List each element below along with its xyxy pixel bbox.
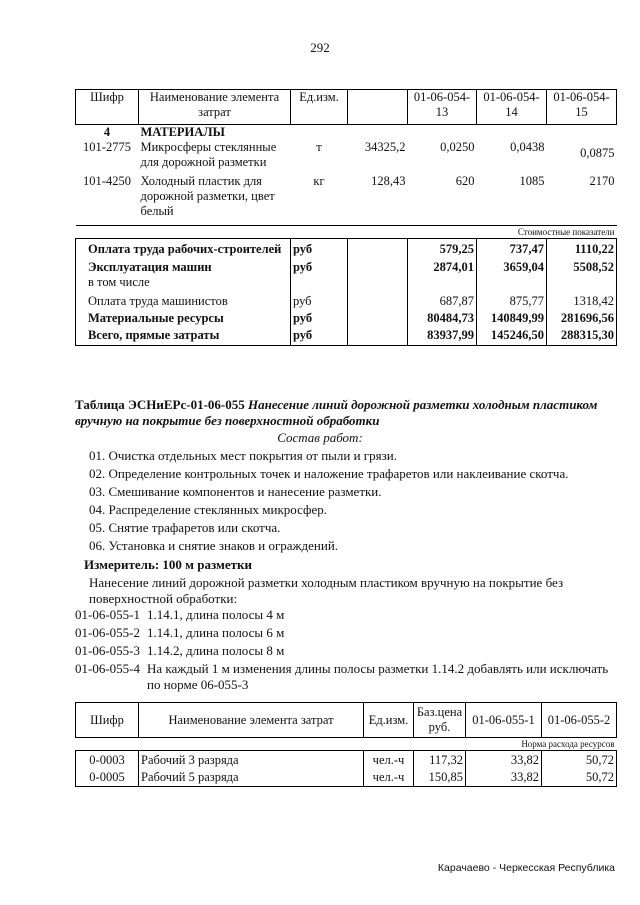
cost-v15: 1110,22 xyxy=(547,239,617,258)
table-row xyxy=(76,326,617,346)
cell-code: 0-0003 xyxy=(76,751,139,769)
cost-v13: 80484,73 xyxy=(408,309,477,326)
cell-price: 128,43 xyxy=(371,174,406,188)
cell-v14: 0,0438 xyxy=(510,140,545,154)
norm-description: 1.14.1, длина полосы 6 м xyxy=(147,625,285,640)
meter-description: Нанесение линий дорожной разметки холодным пластиком вручную на покрытие без поверхностной обработки: xyxy=(89,575,564,606)
cost-name: Всего, прямые затраты xyxy=(76,326,291,346)
table-heading-text: Нанесение линий дорожной разметки холодным пластиком вручную на покрытие без поверхностной обработки xyxy=(75,397,598,428)
table-row xyxy=(76,294,617,309)
norm-code: 01-06-055-1 xyxy=(75,607,140,622)
table-row xyxy=(76,257,617,275)
header-name: Наименование элемента затрат xyxy=(139,90,291,125)
header-unit: Ед.изм. xyxy=(364,703,414,738)
header-col-14: 01-06-054-14 xyxy=(477,90,547,125)
cell-code: 101-2775 xyxy=(83,140,131,154)
cell-unit: кг xyxy=(313,174,325,188)
cell-v15: 2170 xyxy=(589,174,615,188)
norm-description: 1.14.2, длина полосы 8 м xyxy=(147,643,285,658)
cell-code: 0-0005 xyxy=(76,768,139,787)
resources-table-055 xyxy=(75,702,617,787)
norm-code: 01-06-055-2 xyxy=(75,625,140,640)
cell-code: 101-4250 xyxy=(83,174,131,188)
cell-price: 117,32 xyxy=(414,751,466,769)
header-col-13: 01-06-054-13 xyxy=(408,90,477,125)
page-number: 292 xyxy=(310,40,330,55)
cell-unit: чел.-ч xyxy=(364,751,414,769)
cell-price: 34325,2 xyxy=(364,140,406,154)
cost-v14: 875,77 xyxy=(477,294,547,309)
cell-name: Холодный пластик для дорожной разметки, цвет белый xyxy=(140,174,275,218)
cost-v14: 145246,50 xyxy=(477,326,547,346)
cost-name: Материальные ресурсы xyxy=(76,309,291,326)
cell-v15: 0,0875 xyxy=(580,146,615,160)
operation-item: 06. Установка и снятие знаков и ограждений. xyxy=(89,538,339,553)
table-row xyxy=(76,140,617,170)
table-row xyxy=(76,170,617,226)
cell-name: Микросферы стеклянные для дорожной разметки xyxy=(140,140,277,169)
header-col-1: 01-06-055-1 xyxy=(466,703,542,738)
norm-code: 01-06-055-3 xyxy=(75,643,140,658)
cell-unit: т xyxy=(316,140,322,154)
costs-header: Стоимостные показатели xyxy=(76,226,617,239)
cost-v14: 140849,99 xyxy=(477,309,547,326)
footer-region: Карачаево - Черкесская Республика xyxy=(437,862,615,874)
table-row xyxy=(76,309,617,326)
table-row xyxy=(76,768,617,787)
operation-item: 04. Распределение стеклянных микросфер. xyxy=(89,502,327,517)
cost-v13: 83937,99 xyxy=(408,326,477,346)
cost-v13: 2874,01 xyxy=(408,257,477,275)
operation-item: 03. Смешивание компонентов и нанесение разметки. xyxy=(89,484,382,499)
header-code: Шифр xyxy=(76,703,139,738)
operation-item: 01. Очистка отдельных мест покрытия от пыли и грязи. xyxy=(89,448,397,463)
section-title: МАТЕРИАЛЫ xyxy=(140,125,225,139)
cell-v2: 50,72 xyxy=(542,768,617,787)
cost-unit: руб xyxy=(291,309,348,326)
cell-name: Рабочий 5 разряда xyxy=(139,768,364,787)
norm-code: 01-06-055-4 xyxy=(75,661,140,676)
section-code: 4 xyxy=(103,125,111,139)
cost-v13: 579,25 xyxy=(408,239,477,258)
header-price xyxy=(348,90,408,125)
header-code: Шифр xyxy=(76,90,139,125)
operation-item: 02. Определение контрольных точек и наложение трафаретов или наклеивание скотча. xyxy=(89,466,569,481)
resources-table-054 xyxy=(75,89,617,346)
cost-v14: 737,47 xyxy=(477,239,547,258)
meter: Измеритель: 100 м разметки xyxy=(84,557,253,572)
cost-v15: 5508,52 xyxy=(547,257,617,275)
cost-name: в том числе xyxy=(76,275,291,294)
operation-item: 05. Снятие трафаретов или скотча. xyxy=(89,520,281,535)
cost-name: Эксплуатация машин xyxy=(76,257,291,275)
table-heading xyxy=(75,397,620,429)
header-name: Наименование элемента затрат xyxy=(139,703,364,738)
cell-v13: 620 xyxy=(455,174,475,188)
cost-unit: руб xyxy=(291,257,348,275)
cell-v14: 1085 xyxy=(519,174,545,188)
cell-name: Рабочий 3 разряда xyxy=(139,751,364,769)
cell-price: 150,85 xyxy=(414,768,466,787)
cost-unit: руб xyxy=(291,294,348,309)
composition-title: Состав работ: xyxy=(277,430,363,445)
header-col-15: 01-06-054-15 xyxy=(547,90,617,125)
resources-header: Норма расхода ресурсов xyxy=(76,738,617,751)
header-unit: Ед.изм. xyxy=(291,90,348,125)
cost-v15: 1318,42 xyxy=(547,294,617,309)
cell-v13: 0,0250 xyxy=(440,140,475,154)
cell-v1: 33,82 xyxy=(466,768,542,787)
header-price: Баз.цена руб. xyxy=(414,703,466,738)
cell-v2: 50,72 xyxy=(542,751,617,769)
cost-v15: 281696,56 xyxy=(547,309,617,326)
cost-unit: руб xyxy=(291,239,348,258)
cell-v1: 33,82 xyxy=(466,751,542,769)
header-col-2: 01-06-055-2 xyxy=(542,703,617,738)
cell-unit: чел.-ч xyxy=(364,768,414,787)
cost-unit: руб xyxy=(291,326,348,346)
cost-v15: 288315,30 xyxy=(547,326,617,346)
cost-name: Оплата труда рабочих-строителей xyxy=(76,239,291,258)
table-row xyxy=(76,751,617,769)
norm-description: На каждый 1 м изменения длины полосы разметки 1.14.2 добавлять или исключать по норме 06-055-3 xyxy=(147,661,609,692)
cost-v13: 687,87 xyxy=(408,294,477,309)
table-row xyxy=(76,239,617,258)
norm-description: 1.14.1, длина полосы 4 м xyxy=(147,607,285,622)
cost-name: Оплата труда машинистов xyxy=(76,294,291,309)
table-row xyxy=(76,275,617,294)
table-heading-prefix: Таблица ЭСНиЕРс-01-06-055 xyxy=(75,397,245,412)
cost-v14: 3659,04 xyxy=(477,257,547,275)
